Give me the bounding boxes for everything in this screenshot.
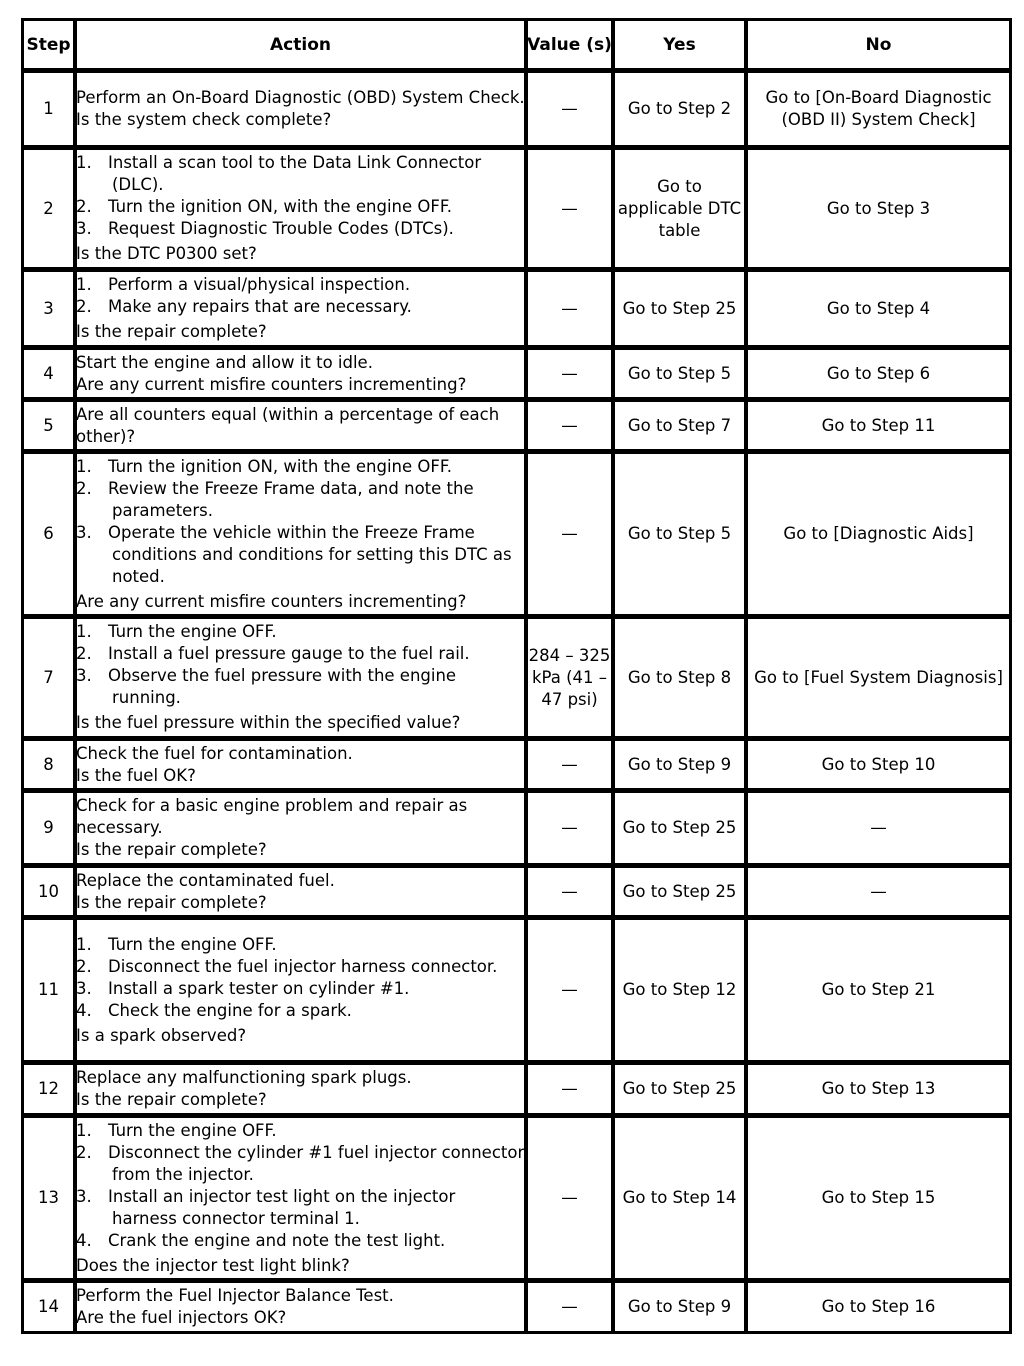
- action-list-item-text: Check the engine for a spark.: [108, 1000, 352, 1020]
- yes-cell: Go to Step 2: [614, 72, 747, 149]
- value-cell: —: [527, 271, 614, 349]
- action-cell: [76, 349, 527, 401]
- action-cell: [76, 867, 527, 919]
- yes-cell: Go to Step 25: [614, 271, 747, 349]
- action-cell: [76, 453, 527, 618]
- yes-cell: Go to Step 5: [614, 453, 747, 618]
- step-number: 11: [23, 919, 76, 1064]
- action-question: Are the fuel injectors OK?: [76, 1308, 287, 1327]
- step-number: 4: [23, 349, 76, 401]
- action-cell: [76, 149, 527, 271]
- step-number: 12: [23, 1064, 76, 1117]
- header-step: Step: [23, 20, 76, 72]
- yes-cell: Go to Step 25: [614, 1064, 747, 1117]
- table-row: [23, 1064, 1010, 1117]
- no-cell: Go to [Fuel System Diagnosis]: [747, 618, 1010, 740]
- action-list-item: 1. Turn the ignition ON, with the engine OFF.: [76, 456, 452, 476]
- step-number: 5: [23, 401, 76, 453]
- yes-cell: Go to Step 7: [614, 401, 747, 453]
- no-cell: Go to Step 13: [747, 1064, 1010, 1117]
- action-list-item-text: Turn the ignition ON, with the engine OFF.: [108, 456, 452, 476]
- action-list-item-text: Request Diagnostic Trouble Codes (DTCs).: [108, 219, 454, 238]
- value-cell: —: [527, 792, 614, 867]
- no-cell: Go to Step 10: [747, 740, 1010, 792]
- value-cell: —: [527, 1282, 614, 1332]
- action-list-item-text: Crank the engine and note the test light.: [108, 1230, 446, 1250]
- yes-cell: Go to applicable DTC table: [614, 149, 747, 271]
- yes-cell: Go to Step 25: [614, 867, 747, 919]
- step-number: 7: [23, 618, 76, 740]
- action-list-item: 3. Install an injector test light on the injector harness connector terminal 1.: [76, 1186, 456, 1228]
- table-row: [23, 1117, 1010, 1282]
- action-list-item: 1. Turn the engine OFF.: [76, 934, 277, 954]
- yes-cell: Go to Step 14: [614, 1117, 747, 1282]
- action-list-item-text: Install a fuel pressure gauge to the fuel rail.: [108, 644, 470, 663]
- action-cell: [76, 1117, 527, 1282]
- step-number: 13: [23, 1117, 76, 1282]
- action-text: Start the engine and allow it to idle.: [76, 352, 373, 372]
- yes-cell: Go to Step 9: [614, 1282, 747, 1332]
- action-list-item: 3. Install a spark tester on cylinder #1.: [76, 978, 410, 998]
- action-list-item: 1. Install a scan tool to the Data Link Connector (DLC).: [76, 153, 482, 194]
- value-cell: —: [527, 1117, 614, 1282]
- step-number: 10: [23, 867, 76, 919]
- action-question: Is the fuel OK?: [76, 765, 196, 785]
- table-row: [23, 919, 1010, 1064]
- table-row: [23, 271, 1010, 349]
- action-list-item: 3. Request Diagnostic Trouble Codes (DTCs).: [76, 219, 454, 238]
- action-list-item-text: Perform a visual/physical inspection.: [108, 275, 411, 294]
- action-text: Replace any malfunctioning spark plugs.: [76, 1068, 412, 1087]
- action-cell: [76, 72, 527, 149]
- action-question: Is the fuel pressure within the specified value?: [76, 713, 461, 732]
- action-list-item: 3. Observe the fuel pressure with the engine running.: [76, 666, 457, 707]
- table-body: [23, 72, 1010, 1332]
- no-cell: Go to Step 21: [747, 919, 1010, 1064]
- value-cell: —: [527, 349, 614, 401]
- action-list-item: 2. Disconnect the fuel injector harness connector.: [76, 956, 498, 976]
- action-list-item-text: Turn the ignition ON, with the engine OFF.: [108, 197, 452, 216]
- action-list-item-text: Operate the vehicle within the Freeze Frame conditions and conditions for setting this DTC as noted.: [108, 522, 512, 586]
- action-list-item: 2. Review the Freeze Frame data, and note the parameters.: [76, 478, 474, 520]
- header-value: Value (s): [527, 20, 614, 72]
- yes-cell: Go to Step 12: [614, 919, 747, 1064]
- action-question: Is the repair complete?: [76, 1090, 267, 1109]
- action-list-item: 4. Check the engine for a spark.: [76, 1000, 352, 1020]
- table-row: [23, 72, 1010, 149]
- action-list-item-text: Install an injector test light on the injector harness connector terminal 1.: [108, 1186, 456, 1228]
- action-list-item: 2. Make any repairs that are necessary.: [76, 297, 412, 316]
- no-cell: Go to [On-Board Diagnostic (OBD II) System Check]: [747, 72, 1010, 149]
- action-list-item-text: Disconnect the fuel injector harness connector.: [108, 956, 498, 976]
- action-question: Is a spark observed?: [76, 1025, 247, 1045]
- action-list-item: 4. Crank the engine and note the test light.: [76, 1230, 446, 1250]
- value-cell: —: [527, 1064, 614, 1117]
- action-question: Is the repair complete?: [76, 840, 267, 859]
- action-text: Replace the contaminated fuel.: [76, 870, 335, 890]
- yes-cell: Go to Step 8: [614, 618, 747, 740]
- table-row: [23, 401, 1010, 453]
- action-list-item: 1. Turn the engine OFF.: [76, 1120, 277, 1140]
- step-number: 6: [23, 453, 76, 618]
- value-cell: —: [527, 919, 614, 1064]
- action-cell: [76, 740, 527, 792]
- action-text: Perform the Fuel Injector Balance Test.: [76, 1286, 394, 1305]
- table-row: [23, 149, 1010, 271]
- table-row: [23, 867, 1010, 919]
- yes-cell: Go to Step 9: [614, 740, 747, 792]
- action-question: Is the DTC P0300 set?: [76, 244, 257, 263]
- action-text: Check for a basic engine problem and repair as necessary.: [76, 796, 468, 837]
- yes-cell: Go to Step 25: [614, 792, 747, 867]
- action-cell: [76, 919, 527, 1064]
- action-cell: [76, 618, 527, 740]
- action-list-item: 2. Disconnect the cylinder #1 fuel injector connector from the injector.: [76, 1142, 525, 1184]
- no-cell: Go to Step 11: [747, 401, 1010, 453]
- value-cell: —: [527, 453, 614, 618]
- header-action: Action: [76, 20, 527, 72]
- action-list-item-text: Turn the engine OFF.: [108, 1120, 277, 1140]
- value-cell: —: [527, 149, 614, 271]
- action-cell: [76, 1282, 527, 1332]
- no-cell: Go to Step 6: [747, 349, 1010, 401]
- action-cell: [76, 792, 527, 867]
- action-cell: [76, 271, 527, 349]
- table-row: [23, 453, 1010, 618]
- step-number: 9: [23, 792, 76, 867]
- step-number: 14: [23, 1282, 76, 1332]
- action-list-item: 3. Operate the vehicle within the Freeze Frame conditions and conditions for setting this DTC as noted.: [76, 522, 512, 586]
- no-cell: Go to Step 15: [747, 1117, 1010, 1282]
- action-question: Is the repair complete?: [76, 322, 267, 341]
- action-list-item-text: Turn the engine OFF.: [108, 934, 277, 954]
- value-cell: 284 – 325 kPa (41 – 47 psi): [527, 618, 614, 740]
- header-row: [23, 20, 1010, 72]
- step-number: 8: [23, 740, 76, 792]
- action-list-item-text: Observe the fuel pressure with the engine running.: [108, 666, 457, 707]
- yes-cell: Go to Step 5: [614, 349, 747, 401]
- action-list-item-text: Disconnect the cylinder #1 fuel injector connector from the injector.: [108, 1142, 525, 1184]
- action-list-item-text: Turn the engine OFF.: [108, 622, 277, 641]
- no-cell: —: [747, 792, 1010, 867]
- action-list-item-text: Install a scan tool to the Data Link Connector (DLC).: [108, 153, 482, 194]
- action-list-item-text: Review the Freeze Frame data, and note the parameters.: [108, 478, 474, 520]
- action-list-item-text: Install a spark tester on cylinder #1.: [108, 978, 410, 998]
- step-number: 2: [23, 149, 76, 271]
- table-row: [23, 792, 1010, 867]
- header-no: No: [747, 20, 1010, 72]
- action-question: Are all counters equal (within a percentage of each other)?: [76, 404, 500, 446]
- table-row: [23, 1282, 1010, 1332]
- action-text: Check the fuel for contamination.: [76, 743, 353, 763]
- diagnostic-table: [21, 18, 1012, 1334]
- no-cell: Go to Step 4: [747, 271, 1010, 349]
- value-cell: —: [527, 401, 614, 453]
- value-cell: —: [527, 867, 614, 919]
- no-cell: Go to [Diagnostic Aids]: [747, 453, 1010, 618]
- action-question: Is the system check complete?: [76, 110, 332, 129]
- action-cell: [76, 1064, 527, 1117]
- action-list-item-text: Make any repairs that are necessary.: [108, 297, 412, 316]
- action-list-item: 1. Turn the engine OFF.: [76, 622, 277, 641]
- action-list-item: 2. Install a fuel pressure gauge to the fuel rail.: [76, 644, 470, 663]
- no-cell: —: [747, 867, 1010, 919]
- action-question: Does the injector test light blink?: [76, 1255, 350, 1275]
- action-cell: [76, 401, 527, 453]
- action-question: Are any current misfire counters incrementing?: [76, 591, 467, 611]
- value-cell: —: [527, 740, 614, 792]
- action-list-item: 1. Perform a visual/physical inspection.: [76, 275, 411, 294]
- no-cell: Go to Step 3: [747, 149, 1010, 271]
- value-cell: —: [527, 72, 614, 149]
- no-cell: Go to Step 16: [747, 1282, 1010, 1332]
- action-question: Is the repair complete?: [76, 892, 267, 912]
- table-row: [23, 618, 1010, 740]
- header-yes: Yes: [614, 20, 747, 72]
- action-text: Perform an On-Board Diagnostic (OBD) System Check.: [76, 88, 525, 107]
- action-list-item: 2. Turn the ignition ON, with the engine OFF.: [76, 197, 452, 216]
- table-row: [23, 740, 1010, 792]
- action-question: Are any current misfire counters incrementing?: [76, 374, 467, 394]
- table-row: [23, 349, 1010, 401]
- step-number: 1: [23, 72, 76, 149]
- step-number: 3: [23, 271, 76, 349]
